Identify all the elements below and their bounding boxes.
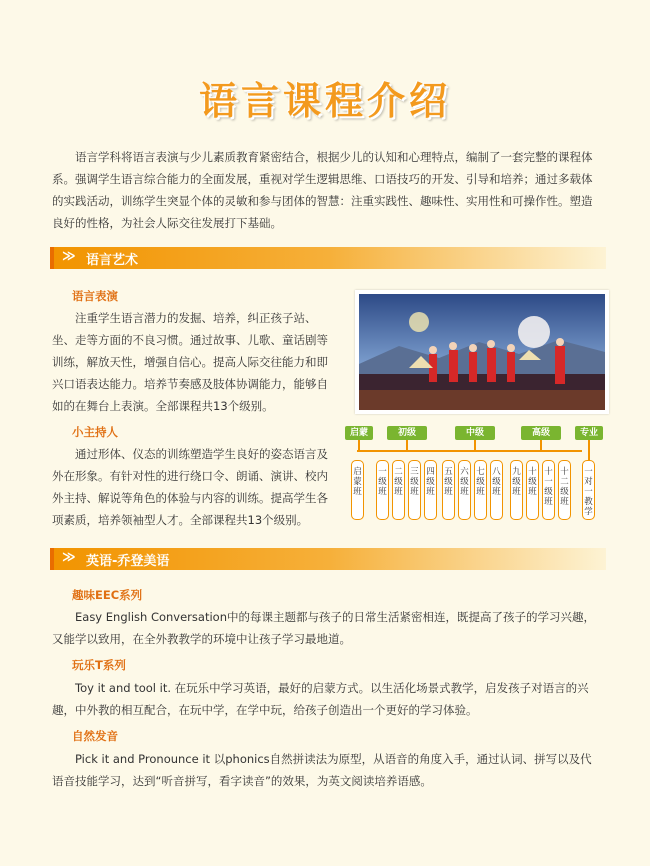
paragraph-little-host: 通过形体、仪态的训练塑造学生良好的姿态语言及外在形象。有针对性的进行绕口令、朗诵、演讲、校内外主持、解说等角色的体验与内容的训练。提高学生各项素质，培养领袖型人才。全部课程共13个级别。: [52, 447, 328, 527]
connector: [540, 440, 542, 450]
subheading-phonics: 自然发音: [72, 729, 118, 743]
double-chevron-icon: ≫: [62, 249, 76, 264]
class-box: 十二级班: [558, 460, 571, 520]
paragraph-eec: Easy English Conversation中的每课主题都与孩子的日常生活紧密相连，既提高了孩子的学习兴趣，又能学以致用，在全外教教学的环境中让孩子学习最地道。: [52, 610, 595, 646]
connector: [358, 440, 360, 450]
level-label-chuji: 初级: [387, 426, 427, 440]
class-box: 八级班: [490, 460, 503, 520]
double-chevron-icon: ≫: [62, 550, 76, 565]
class-box: 六级班: [458, 460, 471, 520]
connector: [474, 440, 476, 450]
class-box: 十级班: [526, 460, 539, 520]
section-bar-language-arts: [50, 247, 606, 269]
class-box: 二级班: [392, 460, 405, 520]
stage-photo: [355, 290, 609, 414]
subheading-eec: 趣味EEC系列: [72, 588, 143, 602]
level-chart: [345, 426, 607, 526]
class-box: 十一级班: [542, 460, 555, 520]
paragraph-t-series: Toy it and tool it. 在玩乐中学习英语，最好的启蒙方式。以生活化场景式教学，启发孩子对语言的兴趣，中外教的相互配合，在玩中学，在学中玩，给孩子创造出一个更好的学习体验。: [52, 681, 589, 717]
class-box: 五级班: [442, 460, 455, 520]
intro-paragraph: 语言学科将语言表演与少儿素质教育紧密结合，根据少儿的认知和心理特点，编制了一套完整的课程体系。强调学生语言综合能力的全面发展，重视对学生逻辑思维、口语技巧的开发、引导和培养；通过多载体的实践活动，训练学生突显个体的灵敏和参与团体的智慧：注重实践性、趣味性、实用性和可操作性。塑造良好的性格，为社会人际交往发展打下基础。: [52, 150, 593, 230]
section-title: 语言艺术: [86, 253, 139, 268]
class-box: 一级班: [376, 460, 389, 520]
section-bar-english: [50, 548, 606, 570]
paragraph-language-performance: 注重学生语言潜力的发掘、培养，纠正孩子站、坐、走等方面的不良习惯。通过故事、儿歌、童话剧等训练，解放天性，增强自信心。提高人际交往能力和即兴口语表达能力。培养节奏感及肢体协调能力，能够自如的在舞台上表演。全部课程共13个级别。: [52, 311, 328, 413]
subheading-language-performance: 语言表演: [72, 289, 118, 303]
class-box: 四级班: [424, 460, 437, 520]
class-box: 九级班: [510, 460, 523, 520]
subheading-little-host: 小主持人: [72, 425, 118, 439]
paragraph-phonics: Pick it and Pronounce it 以phonics自然拼读法为原型，从语音的角度入手，通过认词、拼写以及代语音技能学习，达到“听音拼写，看字读音”的效果，为英文阅读培养语感。: [52, 752, 592, 788]
level-label-gaoji: 高级: [521, 426, 561, 440]
page-title: 语言课程介绍: [198, 79, 451, 123]
level-label-zhongji: 中级: [455, 426, 495, 440]
subheading-t-series: 玩乐T系列: [72, 658, 126, 672]
class-box: 三级班: [408, 460, 421, 520]
class-box: 一对一教学: [582, 460, 595, 520]
connector: [588, 440, 590, 460]
connector: [357, 450, 582, 452]
class-box: 启蒙班: [351, 460, 364, 520]
level-label-zhuanye: 专业: [575, 426, 603, 440]
connector: [406, 440, 408, 450]
level-label-qimeng: 启蒙: [345, 426, 373, 440]
section-title: 英语-乔登美语: [86, 554, 170, 569]
class-box: 七级班: [474, 460, 487, 520]
